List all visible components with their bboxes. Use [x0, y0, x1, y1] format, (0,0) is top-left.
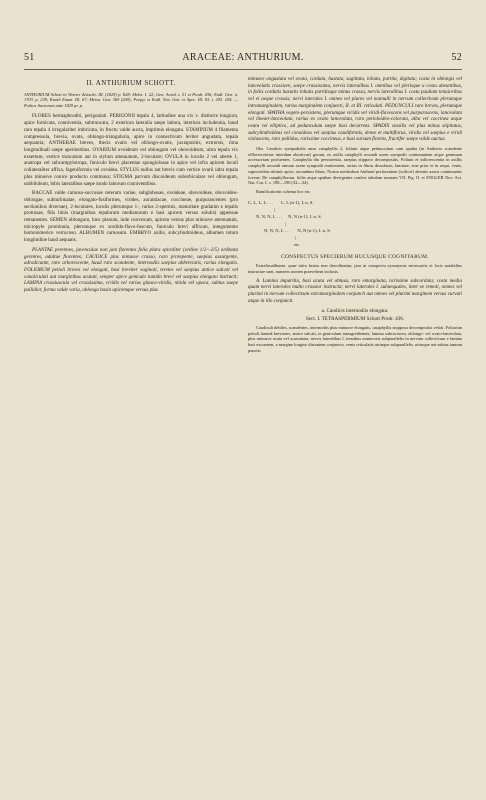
fruit-description: BACCAE valde carnoso-succosae ceterum variae, subglobosae, ovoideae, obovoideae, obovoideo-oblongae, subturbinatae, elongato-fusiformes, virides, aurantiacae, coccineae, purpurascentes (pro sectionibus diversae), 2-loculares, loculis plerumque 1-, rarius 2-spermis, maturitate gradatim e tepalis protrusae, filis binis (marginibus tepalorum medianorum e basi apicem versus solutis) appensae remanentes. SEMEN oblongum, hinc planum, inde convexum, apicem versus plus minusve attenuatum, micropyle prominula, plerumque ex sordido-flavo-fuscum, funiculo brevi affixum, integumento homoiomerico verrucoso. ALBUMEN carnosum. EMBRYO axilis, subcylindroideus, albumen totum longitudine haud aequans.: [24, 190, 238, 244]
page-number-left: 51: [24, 52, 35, 63]
running-title: ARACEAE: ANTHURIUM.: [182, 52, 304, 63]
conspectus-title: CONSPECTUS SPECIERUM HUCUSQUE COGNITARUM.: [281, 253, 429, 260]
genus-references: ANTHURIUM Schott in Wiener Zeitschr. III. (1829) p. 828; Melet. I. 22; Gen. Aroid. t. 51 et Prodr. 436; Endl. Gen. n. 1703. p. 239; Kunth Enum. III. 67; Meisn. Gen. 369 (269); Poepp. et Endl. Nov. Gen. et Spec. III. 83. t. 293. 294. — Pothos Auctorum ante 1829 pr. p.: [24, 91, 238, 108]
right-column: [248, 76, 462, 357]
left-column: [24, 76, 238, 357]
section-description: Caudiculi debiles, scandentes, internodiis plus minusve elongatis, cataphyllis stupposo decompositis veloti. Foliorum petioli laminâ breviores, antice sulcati, in geniculum transgredientes; lamina subcoriacea, oblongo- vel ovato-lanceolata, plus minusve acuta vel acuminata, nervis lateralibus I. tenuibus numerosis subparallelis in nervum collectivum e lamina basi excuntem, a margine longius distantem conjuncta, venis reticulatis utrinque subparallelis, utrinque aut subtus tantum punctis: [248, 324, 462, 353]
key-a: A. Lamina imparitia, basi acuta vel obtusa, raro emarginata, rarissime subcordata; costa media quam nervi laterales multo crassior instructa; nervi laterales I. subaequales, inter se remoti, omnes vel plurimi in nervum collectivum extramarginalem conjuncti aut omnes vel plurimi marginem versus curvati atque in illo conjuncti.: [248, 277, 462, 304]
running-header: [24, 52, 462, 63]
lamina-continuation: minusve angustata vel ovata, cordata, hastata, sagittata, lobata, partita, digitata; costa in oblongis vel lanceolatis crassiore, saepe crassissima, nervis lateralibus I. omnibus vel plerisque a costa abeuntibus, in foliis cordatis hastatis lobatis partitisque minus crassa, nervis lateralibus I. costa pauliam tenuioribus vel ei aeque crassis; nervi laterales I. omnes vel plures vel nonnulli in nervum collectivum plerumque intramarginalem, rarius marginalem conjuncti, II. et III. reticulati. PEDUNCULI raro breves, plerumque elongati. SPATHA vegeto-persistens, plerumque viridis vel viridi-flavescens vel purpurascens, lanceolata vel lineari-lanceolata, rarius ex ovato lanceolata, raro petioloideo-colorata, alba vel coccinea atque ovata vel elliptica, ad pedunculum saepe basi decurrens. SPADIX sessilis vel plus minus stipitatus, subcylindroideus vel conoideus vel saepius caudiformis, dense et multiflorus, viridis vel saepius e viridi violascens, raro pallidus, rarissime coccineus, e basi sursum florens, fructifer saepe valde auctus.: [248, 76, 462, 143]
genus-title: II. ANTHURIUM SCHOTT.: [86, 79, 176, 87]
two-column-body: [24, 76, 462, 357]
scheme-intro: Ramificationis schema hoc est:: [256, 188, 311, 194]
plant-description: PLANTAE perennes, juvenculae non jam florentes folia plura spiraliter (ordine 1/2—2/5) ordinata gerentes, adultae florentes; CAUDICE plus minusve crasso, raro prorepente, saepius assurgente, adradicante, raro arborescente, haud raro scandente, internodiis saepius abbreviatis, rarius elongatis. FOLIORUM petioli breves vel elongati, basi breviter vaginati, teretes vel saepius antice sulcati vel canaliculati aut marginibus acutati, semper apice geniculo tumido brevi vel saepius elongato instructi; LAMINA crassiuscula vel crassissima, viridis vel rarius glauco-viridis, nitida vel opaca, subtus saepe pallidior, forma valde varia, oblonga basin apicemque versus plus: [24, 246, 238, 294]
key-a-subheading: a. Caudicis internodiis elongata.: [321, 307, 389, 314]
conspectus-note: Extraliruallineae, quae infra fusius non describuntur, jam in conspectu synonymis necessariis et locis notabilius instructae sunt, numeris nomen praevehent inclusis.: [248, 263, 462, 275]
page-number-right: 52: [451, 52, 462, 63]
observation-note: Obs. Caudicis sympodialis unus cataphyllis 2, folium atque pedunculum cum spatha (in Anthurio scandente efflorescentiae interdum abortivae) gerunt, ex axilla cataphylli secundi axem sympodii continuantem atque gemmam accessoriam profuentes. Cataphylla diu persistentia, saepius stipporo decompositis. Folium et inflorescentia in axillis cataphylli secundi ramum axem sympodii emittentem, rarius in fibras dissolutae, laminae, sine prior et in sequi, venis, superioribus ultimis apice, secundum fibras. Nostra methodum Anthurii perforantem (scilicet) alternis axeos continuantis foveae. De cataphyllorum, foliis atque spathae divergentia conferr tabulam nostram VII. Fig. II. et ENGLER Nov. Act. Nat. Cur. I. c. 188—190 (32—34).: [248, 146, 462, 186]
section-title: Sect. I. TETRASPERMIUM Schott Prodr. 436.: [305, 316, 405, 323]
ramification-scheme: C, L, L, L . . . L, L (n-1), L n, S. | N, N, N, L . . . N, N (n-1), L n, S. | N, N, N, L . . . N, N (n-1), L n, S. | etc.: [248, 199, 331, 247]
flower-description: FLORES hermaphroditi, perigoniati. PERIGONII tepala 4, latitudine una vix v. distincte longiora, apice fornicata, conniventia, subtruncata, 2 exteriora lateralia saepe latiora, interiora includentia, haud raro tepala 4 irregulariter imbricata, in fructu valde aucta, imprimis elongata. STAMINUM 4 filamenta compressula, brevia, ovata, oblongo-triangularia, apice in connectivum leviter angustata, tepala aequantia; ANTHERAE breves, thecis ovatis vel oblongo-ovatis, juxtapositis, extrorsis, rima longitudinali saepe aperientibus. OVARIUM ovoideum vel oblongum vel obovoideum, ultra tepala vix exsertum, vertice truncatum aut in stylum attenuatum, 2-loculare; OVULA in loculis 2 vel aberte 1, anatropa vel subcampylotropa, funiculo brevi placentae spongiolosae in apice vel infra apicem loculi collateraliter affixa, fageniformia vel ovoidea. STYLUS nullus aut brevis cum vertice ovarii ultra tepala plus minusve conice producto continuus; STIGMA parvum discoideum suborbiculare vel oblongum, subbilobum, lobis lateralibus saepe modo laborum conniventibus.: [24, 113, 238, 187]
header-rule: [24, 69, 462, 70]
